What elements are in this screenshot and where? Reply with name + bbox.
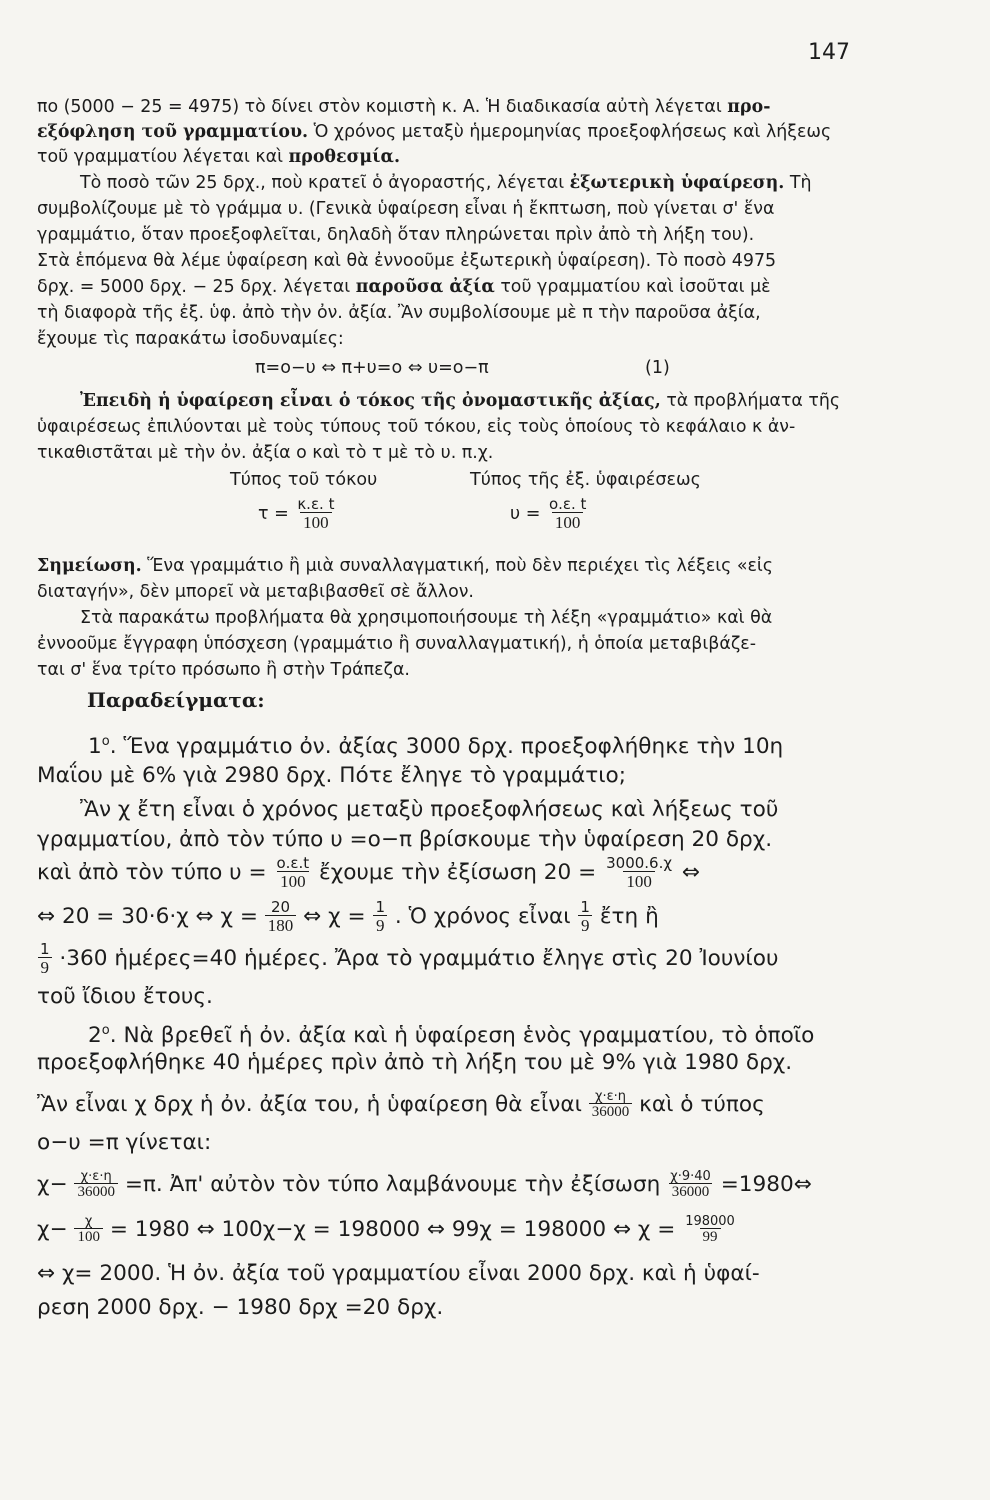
note-line: Στὰ παρακάτω προβλήματα θὰ χρησιμοποιήσουμε τὴ λέξη «γραμμάτιο» καὶ θὰ xyxy=(80,608,773,628)
text-line: Στὰ ἑπόμενα θὰ λέμε ὑφαίρεση καὶ θὰ ἐννοοῦμε ἐξωτερικὴ ὑφαίρεση). Τὸ ποσὸ 4975 xyxy=(37,251,777,271)
example-1-line: γραμματίου, ἀπὸ τὸν τύπο υ =ο−π βρίσκουμε τὴν ὑφαίρεση 20 δρχ. xyxy=(37,827,773,852)
examples-heading: Παραδείγματα: xyxy=(87,688,265,712)
example-1-line: ⇔ 20 = 30·6·χ ⇔ χ = $\frac{20}{180}$ ⇔ χ = $\frac{1}{9}$ . Ὁ χρόνος εἶναι $\frac{1}{9}$ ἔτη ἢ xyxy=(37,898,659,935)
text-line: ὑφαιρέσεως ἐπιλύονται μὲ τοὺς τύπους τοῦ τόκου, εἰς τοὺς ὁποίους τὸ κεφάλαιο κ ἀν- xyxy=(37,417,796,437)
discount-formula: υ = $\frac{o.\varepsilon. t}{100}$ xyxy=(510,495,587,532)
example-2-line: ο−υ =π γίνεται: xyxy=(37,1130,212,1155)
example-2-line: ⇔ χ= 2000. Ἡ ὀν. ἀξία τοῦ γραμματίου εἶναι 2000 δρχ. καὶ ἡ ὑφαί- xyxy=(37,1261,760,1286)
text-line: τὴ διαφορὰ τῆς ἐξ. ὑφ. ἀπὸ τὴν ὀν. ἀξία. Ἂν συμβολίσουμε μὲ π τὴν παροῦσα ἀξία, xyxy=(37,303,761,323)
note-line: διαταγήν», δὲν μπορεῖ νὰ μεταβιβασθεῖ σὲ ἄλλον. xyxy=(37,582,474,602)
text-line: δρχ. = 5000 δρχ. − 25 δρχ. λέγεται παροῦσα ἀξία τοῦ γραμματίου καὶ ἰσοῦται μὲ xyxy=(37,277,771,297)
example-2-line: χ− $\frac{\chi}{100}$ = 1980 ⇔ 100χ−χ = 198000 ⇔ 99χ = 198000 ⇔ χ = $\frac{198000}{99}$ xyxy=(37,1214,735,1245)
interest-formula-title: Τύπος τοῦ τόκου xyxy=(230,470,378,490)
example-1-line: $1^o$. Ἕνα γραμμάτιο ὀν. ἀξίας 3000 δρχ. προεξοφλήθηκε τὴν 10η xyxy=(88,734,784,760)
note-line: ἐννοοῦμε ἔγγραφη ὑπόσχεση (γραμμάτιο ἢ συναλλαγματική), ἡ ὁποία μεταβιβάζε- xyxy=(37,634,756,654)
example-2-line: χ− $\frac{\chi\cdot\varepsilon\cdot\eta}{36000}$ =π. Ἀπ' αὐτὸν τὸν τύπο λαμβάνουμε τὴν ἐξίσωση $\frac{\chi\cdot 9\cdot 40}{36000}$ =1980⇔ xyxy=(37,1169,812,1200)
text-line: τοῦ γραμματίου λέγεται καὶ προθεσμία. xyxy=(37,147,400,167)
example-2-line: προεξοφλήθηκε 40 ἡμέρες πρὶν ἀπὸ τὴ λήξη του μὲ 9% γιὰ 1980 δρχ. xyxy=(37,1050,793,1075)
text-line: εξόφληση τοῦ γραμματίου. Ὁ χρόνος μεταξὺ ἡμερομηνίας προεξοφλήσεως καὶ λήξεως xyxy=(37,122,832,142)
example-1-line: $\frac{1}{9}$ ·360 ἡμέρες=40 ἡμέρες. Ἄρα τὸ γραμμάτιο ἔληγε στὶς 20 Ἰουνίου xyxy=(37,942,778,976)
note-line: Σημείωση. Ἕνα γραμμάτιο ἢ μιὰ συναλλαγματική, ποὺ δὲν περιέχει τὶς λέξεις «εἰς xyxy=(37,556,773,576)
example-1-line: Μαΐου μὲ 6% γιὰ 2980 δρχ. Πότε ἔληγε τὸ γραμμάτιο; xyxy=(37,763,626,788)
example-1-line: τοῦ ἴδιου ἔτους. xyxy=(37,984,213,1009)
equivalences: π=ο−υ ⇔ π+υ=ο ⇔ υ=ο−π xyxy=(255,358,489,378)
page-number: 147 xyxy=(808,40,850,65)
discount-formula-title: Τύπος τῆς ἐξ. ὑφαιρέσεως xyxy=(470,470,701,490)
example-1-line: καὶ ἀπὸ τὸν τύπο υ = $\frac{o.\varepsilon.t}{100}$ ἔχουμε τὴν ἐξίσωση 20 = $\frac{3000.6.\chi}{100}$ ⇔ xyxy=(37,854,700,891)
text-line: συμβολίζουμε μὲ τὸ γράμμα υ. (Γενικὰ ὑφαίρεση εἶναι ἡ ἔκπτωση, ποὺ γίνεται σ' ἕνα xyxy=(37,199,775,219)
example-1-line: Ἂν χ ἔτη εἶναι ὁ χρόνος μεταξὺ προεξοφλήσεως καὶ λήξεως τοῦ xyxy=(80,797,779,822)
text-line: πο (5000 − 25 = 4975) τὸ δίνει στὸν κομιστὴ κ. Α. Ἡ διαδικασία αὐτὴ λέγεται προ- xyxy=(37,97,771,117)
example-2-line: Ἂν εἶναι χ δρχ ἡ ὀν. ἀξία του, ἡ ὑφαίρεση θὰ εἶναι $\frac{\chi\cdot\varepsilon\cdot\eta}{36000}$ καὶ ὁ τύπος xyxy=(37,1089,765,1120)
text-line: γραμμάτιο, ὅταν προεξοφλεῖται, δηλαδὴ ὅταν πληρώνεται πρὶν ἀπὸ τὴ λήξη του). xyxy=(37,225,755,245)
equation-number: (1) xyxy=(645,358,670,378)
text-line: Τὸ ποσὸ τῶν 25 δρχ., ποὺ κρατεῖ ὁ ἀγοραστής, λέγεται ἐξωτερικὴ ὑφαίρεση. Τὴ xyxy=(80,173,812,193)
text-line: τικαθιστᾶται μὲ τὴν ὀν. ἀξία ο καὶ τὸ τ μὲ τὸ υ. π.χ. xyxy=(37,443,494,463)
interest-formula: τ = $\frac{\kappa.\varepsilon. t}{100}$ xyxy=(258,495,335,532)
example-2-line: ρεση 2000 δρχ. − 1980 δρχ =20 δρχ. xyxy=(37,1295,444,1320)
text-line: Ἐπειδὴ ἡ ὑφαίρεση εἶναι ὁ τόκος τῆς ὀνομαστικῆς ἀξίας, τὰ προβλήματα τῆς xyxy=(80,391,841,411)
note-line: ται σ' ἕνα τρίτο πρόσωπο ἢ στὴν Τράπεζα. xyxy=(37,660,410,680)
example-2-line: $2^o$. Νὰ βρεθεῖ ἡ ὀν. ἀξία καὶ ἡ ὑφαίρεση ἑνὸς γραμματίου, τὸ ὁποῖο xyxy=(88,1023,815,1049)
text-line: ἔχουμε τὶς παρακάτω ἰσοδυναμίες: xyxy=(37,329,344,349)
